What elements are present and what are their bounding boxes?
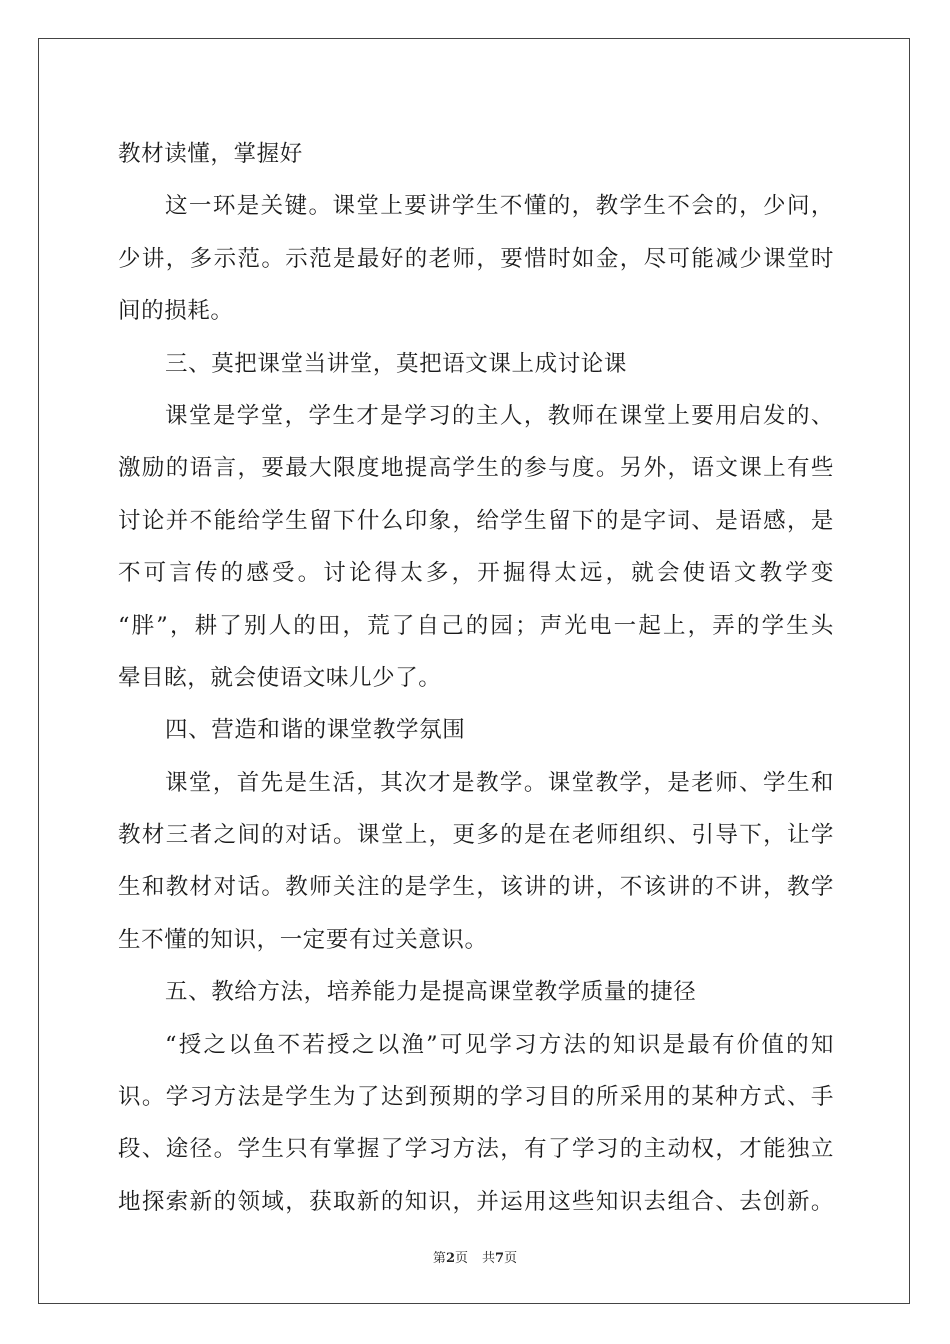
text-line: “授之以鱼不若授之以渔”可见学习方法的知识是最有价值的知 — [165, 1031, 834, 1058]
text-line: 课堂，首先是生活，其次才是教学。课堂教学，是老师、学生和 — [165, 769, 834, 796]
text-line: 不可言传的感受。讨论得太多，开掘得太远，就会使语文教学变 — [118, 560, 834, 587]
total-prefix: 共 — [482, 1251, 496, 1266]
text-line: “胖”，耕了别人的田，荒了自己的园；声光电一起上，弄的学生头 — [118, 612, 834, 639]
page-suffix: 页 — [454, 1251, 468, 1266]
total-pages: 7 — [495, 1251, 505, 1266]
text-line: 生和教材对话。教师关注的是学生，该讲的讲，不该讲的不讲，教学 — [118, 874, 834, 901]
text-line: 生不懂的知识，一定要有过关意识。 — [118, 926, 488, 953]
section-heading: 五、教给方法，培养能力是提高课堂教学质量的捷径 — [165, 979, 697, 1006]
text-line: 这一环是关键。课堂上要讲学生不懂的，教学生不会的，少问， — [165, 193, 834, 220]
text-line: 教材三者之间的对话。课堂上，更多的是在老师组织、引导下，让学 — [118, 822, 834, 849]
text-line: 间的损耗。 — [118, 298, 234, 325]
section-heading: 四、营造和谐的课堂教学氛围 — [165, 717, 466, 744]
document-body — [118, 128, 834, 1228]
text-line: 晕目眩，就会使语文味儿少了。 — [118, 664, 442, 691]
page-footer — [0, 1247, 950, 1266]
page-number: 2 — [445, 1251, 455, 1266]
text-line: 激励的语言，要最大限度地提高学生的参与度。另外，语文课上有些 — [118, 455, 834, 482]
text-line: 讨论并不能给学生留下什么印象，给学生留下的是字词、是语感，是 — [118, 507, 834, 534]
total-suffix: 页 — [504, 1251, 518, 1266]
text-line: 地探索新的领域，获取新的知识，并运用这些知识去组合、去创新。 — [118, 1188, 834, 1215]
page-prefix: 第 — [432, 1251, 446, 1266]
text-line: 段、途径。学生只有掌握了学习方法，有了学习的主动权，才能独立 — [118, 1136, 834, 1163]
text-line: 识。学习方法是学生为了达到预期的学习目的所采用的某种方式、手 — [118, 1084, 834, 1111]
text-line: 教材读懂，掌握好 — [118, 141, 303, 167]
text-line: 课堂是学堂，学生才是学习的主人，教师在课堂上要用启发的、 — [165, 402, 834, 429]
section-heading: 三、莫把课堂当讲堂，莫把语文课上成讨论课 — [165, 350, 628, 377]
text-line: 少讲，多示范。示范是最好的老师，要惜时如金，尽可能减少课堂时 — [118, 245, 834, 272]
